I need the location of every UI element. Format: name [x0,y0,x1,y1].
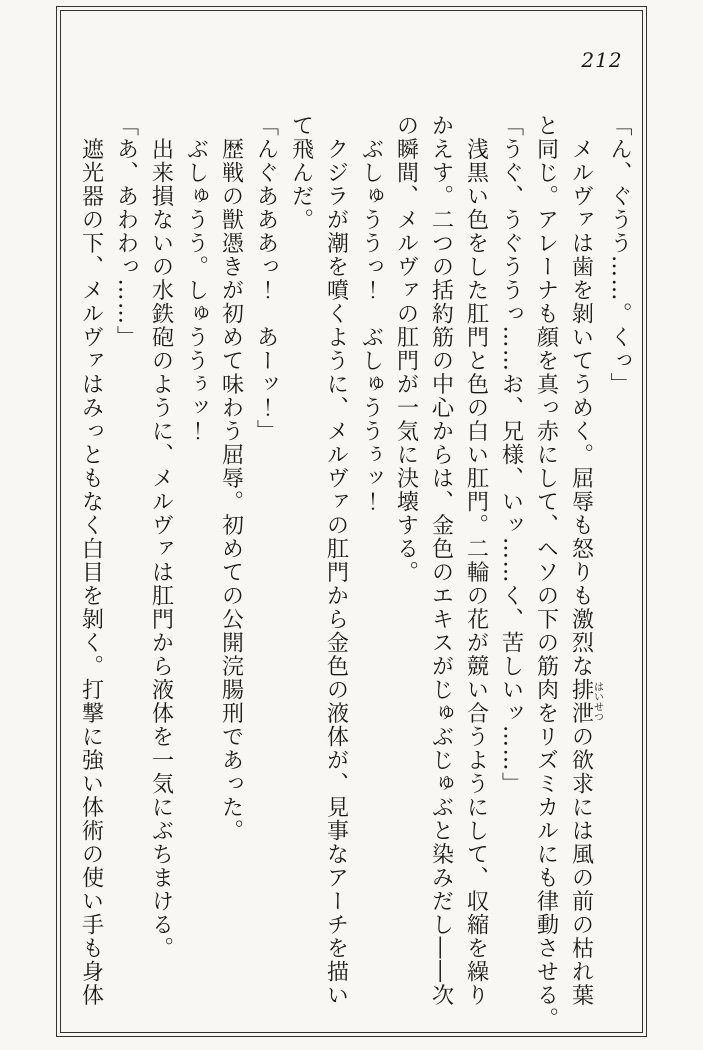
text-column: 出来損ないの水鉄砲のように、メルヴァは肛門から液体を一気にぶちまける。 [148,114,174,960]
text-column: メルヴァは歯を剝いてうめく。屈辱も怒りも激烈な排泄はいせつの欲求には風の前の枯れ葉 [568,114,603,1007]
furigana-ruby: 排泄はいせつ [568,678,603,725]
text-column: 歴戦の獣憑きが初めて味わう屈辱。初めての公開浣腸刑であった。 [218,114,244,843]
text-column: と同じ。アレーナも顔を真っ赤にして、ヘソの下の筋肉をリズミカルにも律動させる。 [533,114,559,1031]
text-column: ぶしゅうう。しゅううぅッ！ [183,114,209,443]
text-column: 浅黒い色をした肛門と色の白い肛門。二輪の花が競い合うようにして、収縮を繰り [463,114,489,1007]
text-column: 「ん、ぐうう……。くっ」 [607,114,632,396]
text-column: 遮光器の下、メルヴァはみっともなく白目を剝く。打撃に強い体術の使い手も身体 [78,114,104,1007]
text-column: クジラが潮を噴くように、メルヴァの肛門から金色の液体が、見事なアーチを描い [323,114,349,1007]
text-column: ぶしゅううっ！ ぶしゅううぅッ！ [358,114,384,514]
page-number: 212 [581,48,623,72]
text-column: 「あ、あわわっ……」 [113,114,139,349]
text-column: の瞬間、メルヴァの肛門が一気に決壊する。 [393,114,419,584]
text-column: 「うぐ、うぐううっ……お、兄様、いッ……く、苦しいッ……」 [498,114,524,796]
text-column: て飛んだ。 [288,114,314,232]
text-block [74,114,638,1031]
text-column: 「んぐあああっ！ あーッ！」 [253,114,279,443]
text-column: かえす。二つの括約筋の中心からは、金色のエキスがじゅぶじゅぶと染みだし――次 [428,114,454,1007]
